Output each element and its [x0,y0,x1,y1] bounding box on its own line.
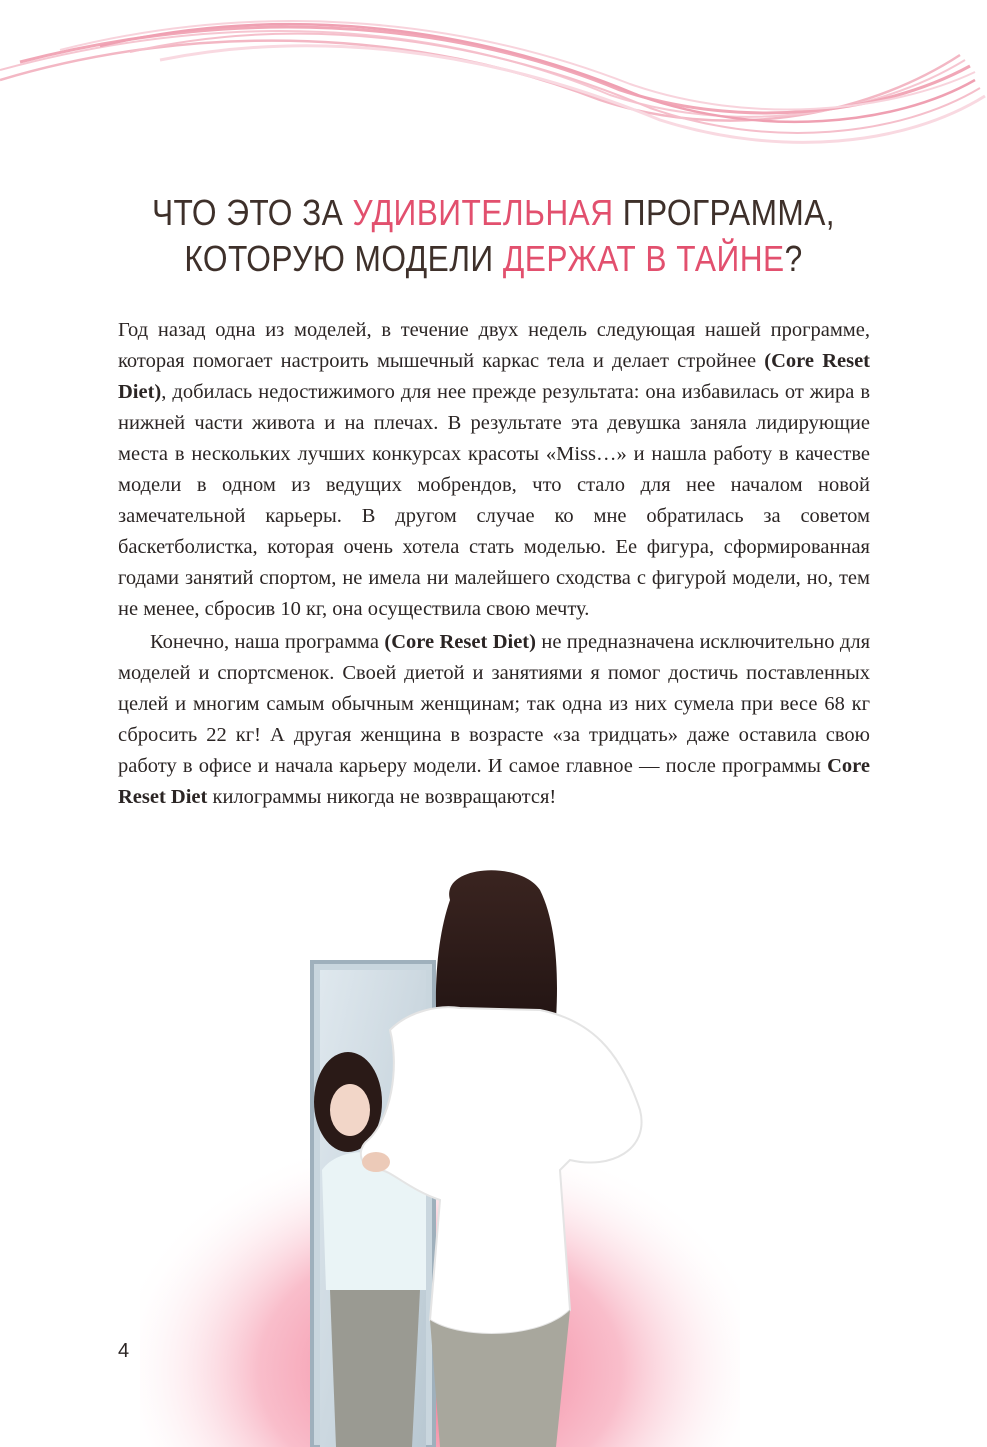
wave-line-2 [0,31,965,117]
reflection-face [330,1084,370,1136]
title-line-2-part-1: КОТОРУЮ МОДЕЛИ [184,238,503,279]
paragraph-1 [118,315,870,625]
reflection-pants [330,1290,420,1447]
paragraph-1-text-2: , добилась недостижимого для нее прежде результата: она избавилась от жира в нижней части живота и на плечах. В результате эта девушка заняла лидирующие места в нескольких лучших конкурсах красоты «Miss…» и нашла работу в качестве модели в одном из ведущих мобрендов, что стало для нее началом новой замечательной карьеры. В другом случае ко мне обратилась за советом баскетболистка, которая очень хотела стать моделью. Ее фигура, сформированная годами занятий спортом, не имела ни малейшего сходства с фигурой модели, но, тем не менее, сбросив 10 кг, она осуществила свою мечту. [118,381,870,620]
body-text [118,315,870,813]
paragraph-2-text-2: не предназначена исключительно для моделей и спортсменок. Своей диетой и занятиями я помог достичь поставленных целей и многим самым обычным женщинам; так одна из них сумела при весе 68 кг сбросить 22 кг! А другая женщина в возрасте «за тридцать» даже оставила свою работу в офисе и начала карьеру модели. И самое главное — после программы [118,631,870,777]
title-line-2-part-2: ? [784,238,803,279]
paragraph-2-text-3: килограммы никогда не возвращаются! [207,786,557,808]
title-line-2 [59,236,928,282]
paragraph-1-text-1: Год назад одна из моделей, в течение двух недель следующая нашей программе, которая помогает настроить мышечный каркас тела и делает стройнее [118,319,870,372]
woman-hand [362,1152,390,1172]
title-line-2-accent: ДЕРЖАТ В ТАЙНЕ [502,238,785,279]
paragraph-2-text-1: Конечно, наша программа [150,631,385,653]
title-line-1 [59,190,928,236]
paragraph-2 [118,627,870,813]
page-number: 4 [118,1340,130,1362]
paragraph-1-bold-1: (Core Reset Diet) [118,350,870,403]
wave-line-3 [20,27,970,113]
paragraph-2-bold-2: Core Reset Diet [118,755,870,808]
title-line-1-part-1: ЧТО ЭТО ЗА [151,192,353,233]
page-title [59,190,928,282]
title-line-1-accent: УДИВИТЕЛЬНАЯ [352,192,614,233]
decorative-waves [0,0,987,170]
woman-mirror-photo [140,870,740,1447]
title-line-1-part-2: ПРОГРАММА, [613,192,836,233]
paragraph-2-bold-1: (Core Reset Diet) [384,631,536,653]
